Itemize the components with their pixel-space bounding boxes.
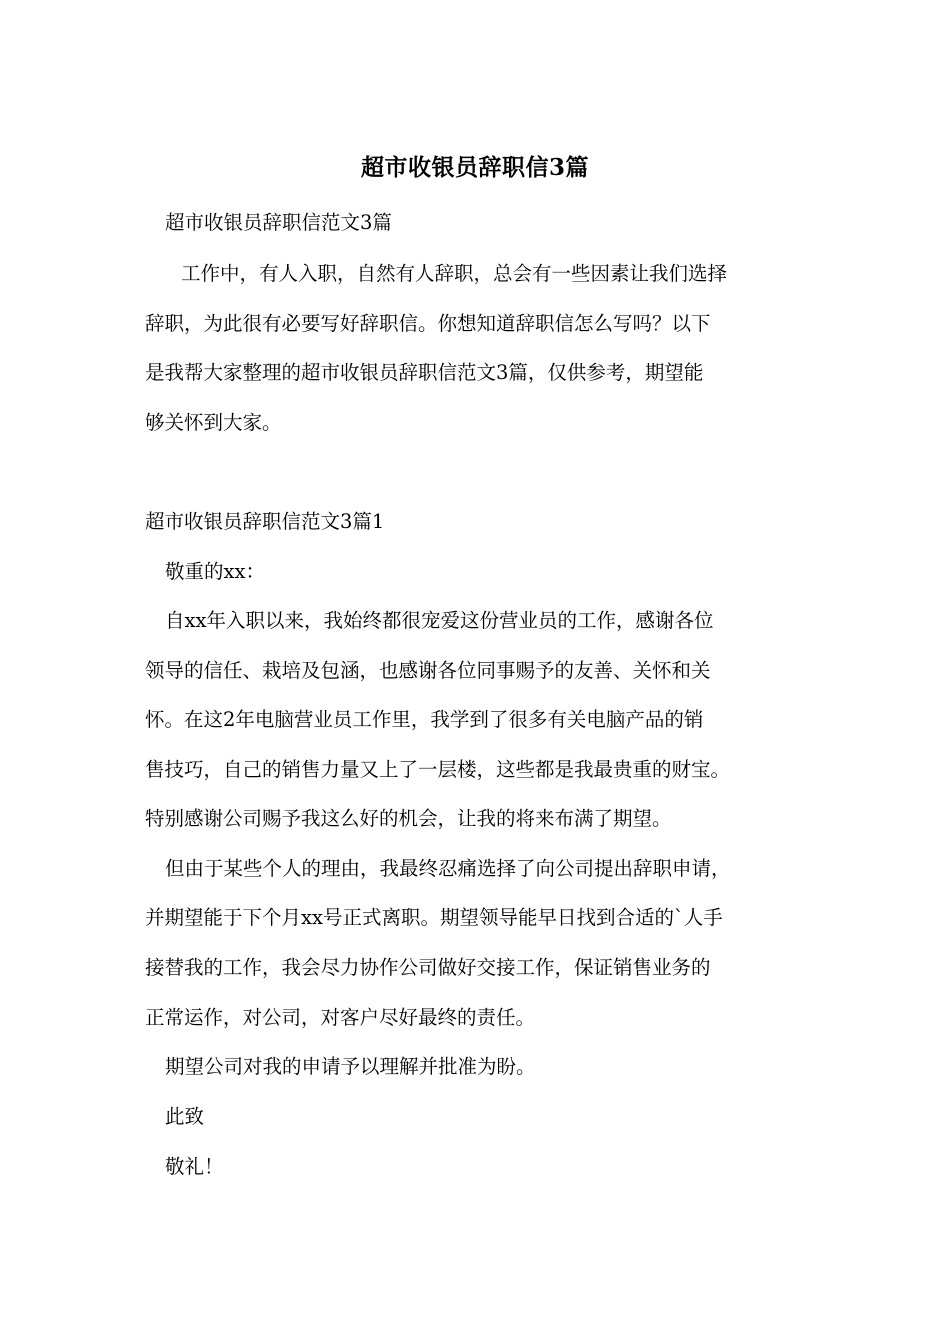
body-line-10: 期望公司对我的申请予以理解并批准为盼。 xyxy=(165,1055,536,1078)
body-line-1: 自xx年入职以来，我始终都很宠爱这份营业员的工作，感谢各位 xyxy=(165,609,714,632)
body-line-3: 怀。在这2年电脑营业员工作里，我学到了很多有关电脑产品的销 xyxy=(145,708,704,731)
body-line-4: 售技巧，自己的销售力量又上了一层楼，这些都是我最贵重的财宝。 xyxy=(145,758,731,781)
section-heading: 超市收银员辞职信范文3篇1 xyxy=(145,510,385,533)
body-line-2: 领导的信任、栽培及包涵，也感谢各位同事赐予的友善、关怀和关 xyxy=(145,659,711,682)
salutation: 敬重的xx： xyxy=(165,560,265,583)
document-title: 超市收银员辞职信3篇 xyxy=(360,154,589,181)
intro-line-4: 够关怀到大家。 xyxy=(145,411,282,434)
body-line-8: 接替我的工作，我会尽力协作公司做好交接工作，保证销售业务的 xyxy=(145,956,711,979)
closing-line-2: 敬礼！ xyxy=(165,1155,224,1178)
intro-line-2: 辞职，为此很有必要写好辞职信。你想知道辞职信怎么写吗？以下 xyxy=(145,312,711,335)
subtitle: 超市收银员辞职信范文3篇 xyxy=(165,211,392,234)
body-line-5: 特别感谢公司赐予我这么好的机会，让我的将来布满了期望。 xyxy=(145,807,672,830)
body-line-6: 但由于某些个人的理由，我最终忍痛选择了向公司提出辞职申请， xyxy=(165,857,731,880)
intro-line-1: 工作中，有人入职，自然有人辞职，总会有一些因素让我们选择 xyxy=(181,262,728,285)
body-line-9: 正常运作，对公司，对客户尽好最终的责任。 xyxy=(145,1006,536,1029)
body-line-7: 并期望能于下个月xx号正式离职。期望领导能早日找到合适的`人手 xyxy=(145,906,723,929)
closing-line-1: 此致 xyxy=(165,1105,205,1128)
intro-line-3: 是我帮大家整理的超市收银员辞职信范文3篇，仅供参考，期望能 xyxy=(145,361,704,384)
